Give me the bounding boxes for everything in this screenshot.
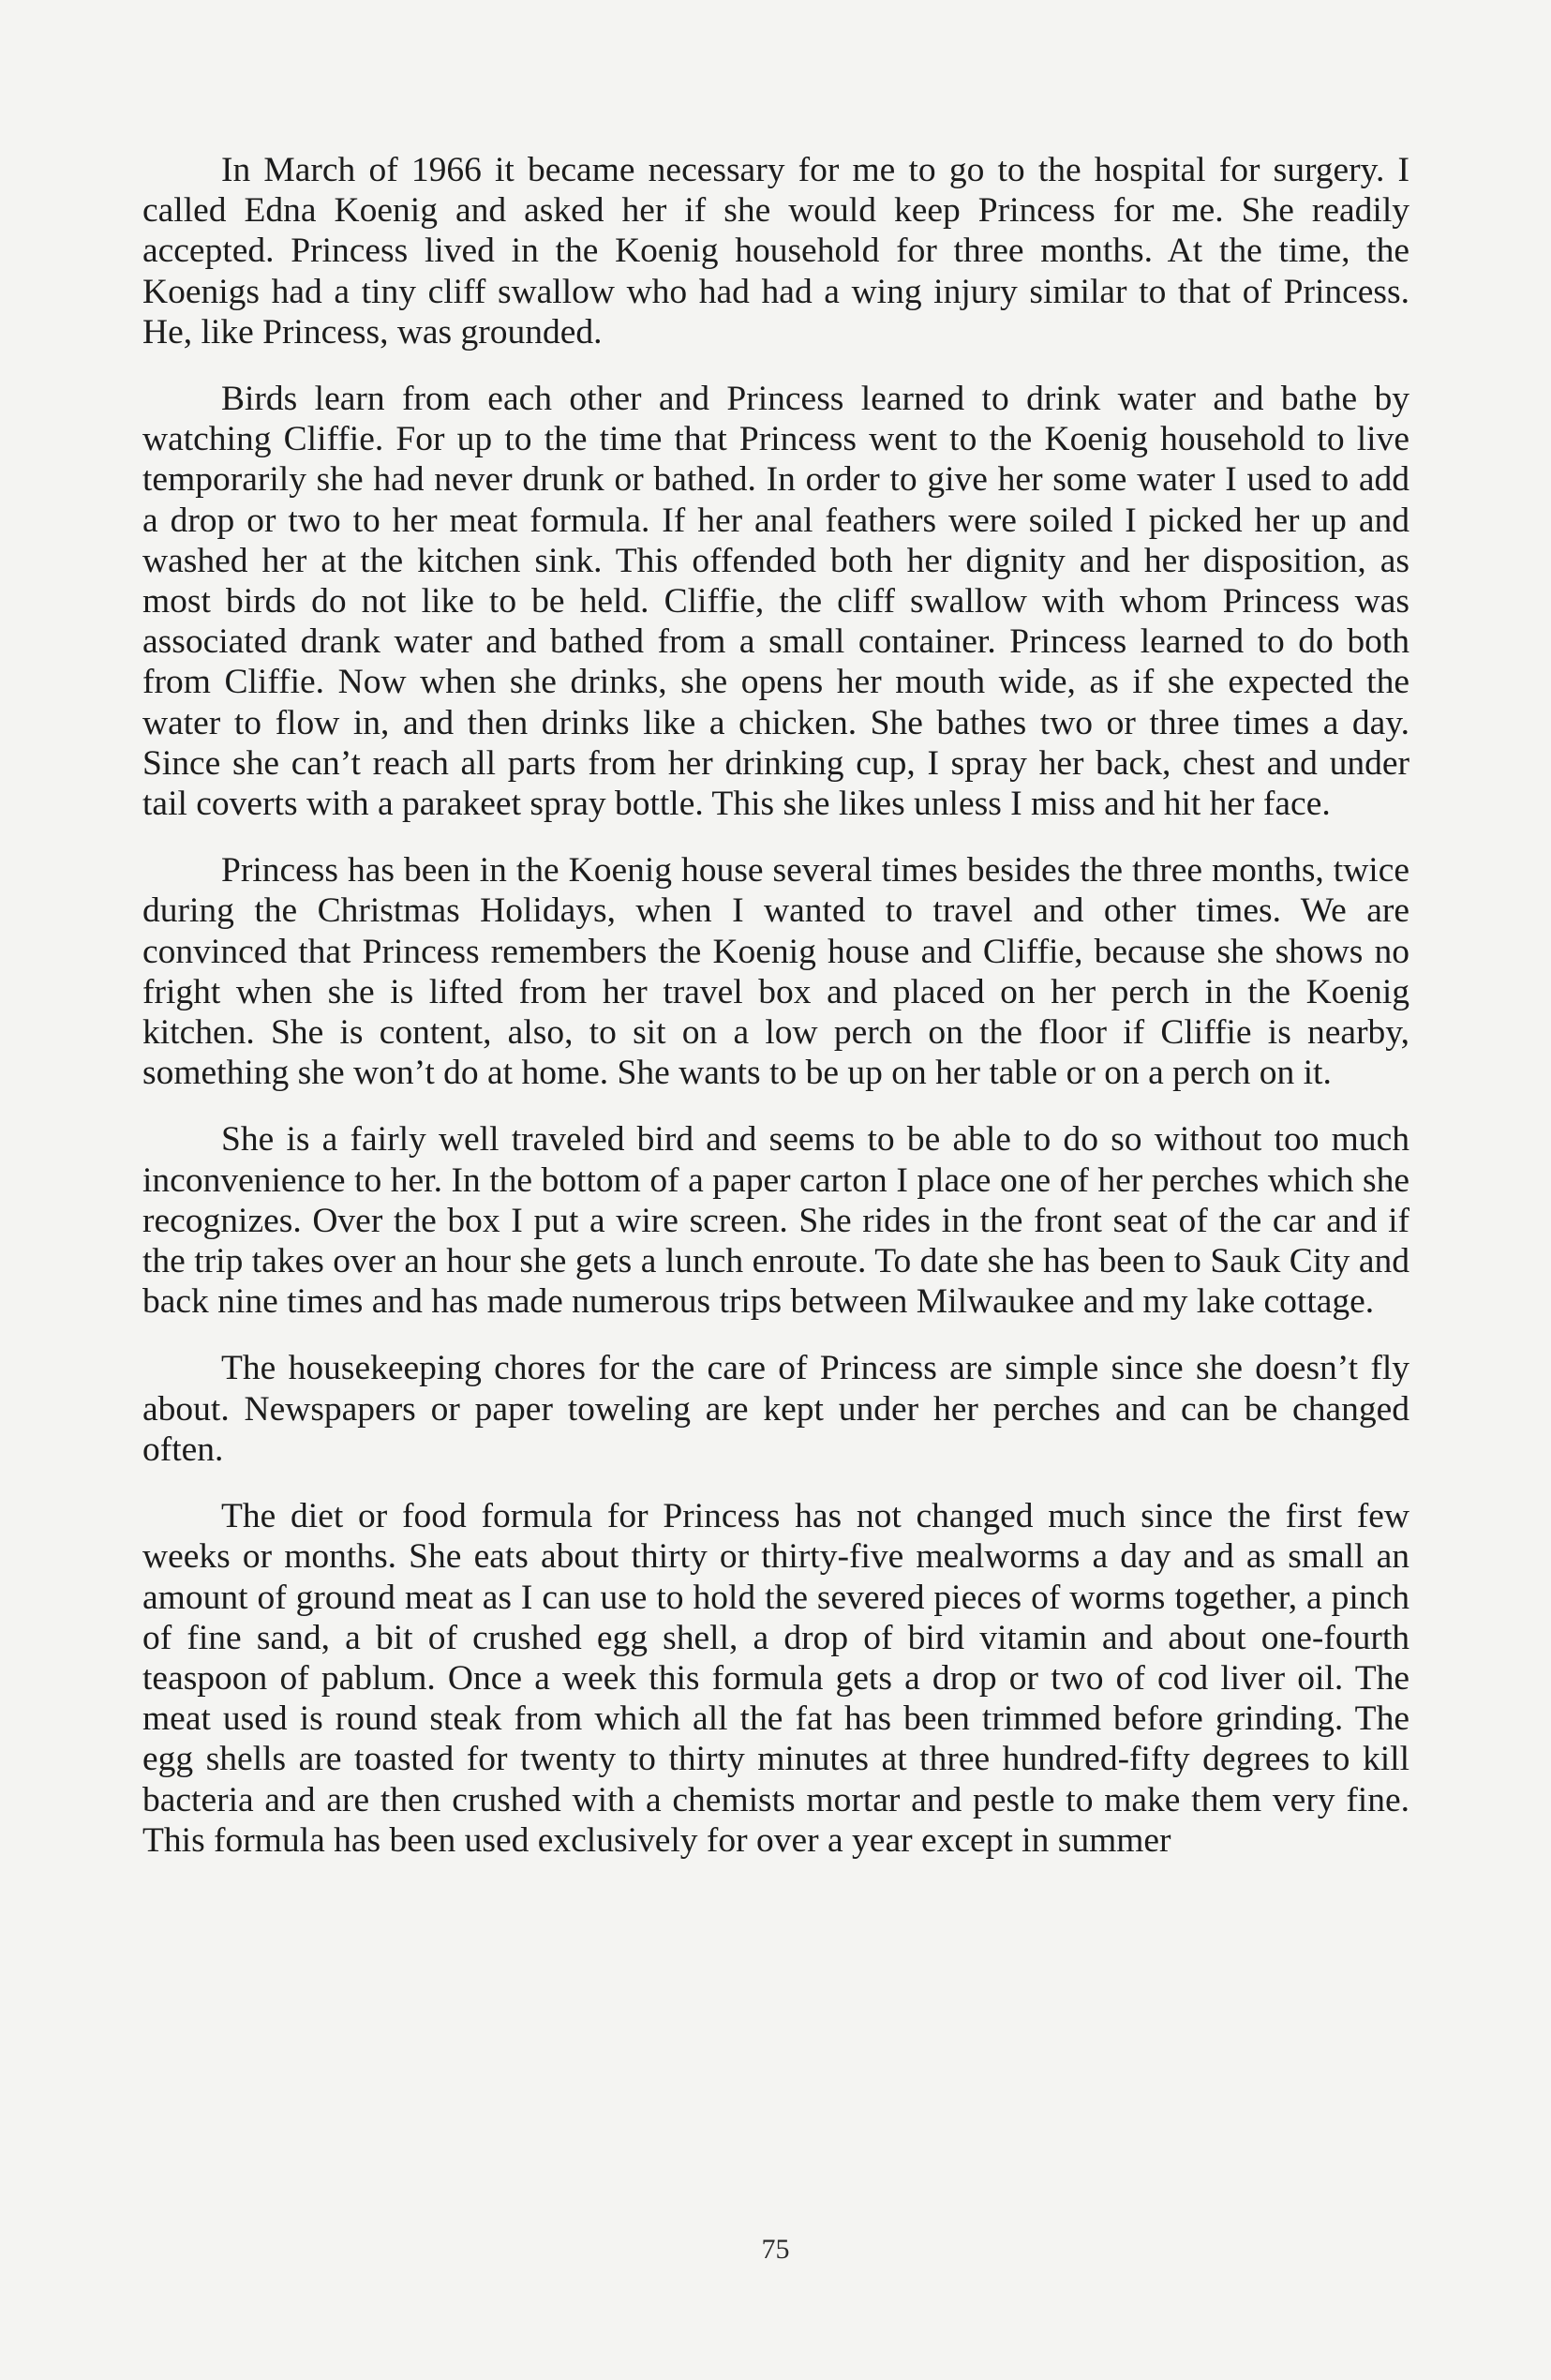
paragraph-diet: The diet or food formula for Princess has not changed much since the first few weeks or months. She eats about thirty or thirty-five mealworms a day and as small an amount of ground meat as I can use to hold the severed pieces of worms together, a pinch of fine sand, a bit of crushed egg shell, a drop of bird vitamin and about one-fourth teaspoon of pablum. Once a week this formula gets a drop or two of cod liver oil. The meat used is round steak from which all the fat has been trimmed before grinding. The egg shells are toasted for twenty to thirty minutes at three hundred-fifty degrees to kill bacteria and are then crushed with a chemists mortar and pestle to make them very fine. This formula has been used exclusively for over a year except in summer — [142, 1497, 1409, 1860]
paragraph-travel: She is a fairly well traveled bird and seems to be able to do so without too much inconvenience to her. In the bottom of a paper carton I place one of her perches which she recognizes. Over the box I put a wire screen. She rides in the front seat of the car and if the trip takes over an hour she gets a lunch enroute. To date she has been to Sauk City and back nine times and has made numerous trips between Milwaukee and my lake cottage. — [142, 1120, 1409, 1322]
paragraph-koenig-house: Princess has been in the Koenig house several times besides the three months, twice during the Christmas Holidays, when I wanted to travel and other times. We are convinced that Princess remembers the Koenig house and Cliffie, because she shows no fright when she is lifted from her travel box and placed on her perch in the Koenig kitchen. She is content, also, to sit on a low perch on the floor if Cliffie is nearby, something she won’t do at home. She wants to be up on her table or on a perch on it. — [142, 851, 1409, 1093]
paragraph-learning-from-cliffie: Birds learn from each other and Princess learned to drink water and bathe by watching Cliffie. For up to the time that Princess went to the Koenig household to live temporarily she had never drunk or bathed. In order to give her some water I used to add a drop or two to her meat formula. If her anal feathers were soiled I picked her up and washed her at the kitchen sink. This offended both her dignity and her disposition, as most birds do not like to be held. Cliffie, the cliff swallow with whom Princess was associated drank water and bathed from a small container. Princess learned to do both from Cliffie. Now when she drinks, she opens her mouth wide, as if she expected the water to flow in, and then drinks like a chicken. She bathes two or three times a day. Since she can’t reach all parts from her drinking cup, I spray her back, chest and under tail coverts with a parakeet spray bottle. This she likes unless I miss and hit her face. — [142, 380, 1409, 824]
paragraph-hospital: In March of 1966 it became necessary for me to go to the hospital for surgery. I called Edna Koenig and asked her if she would keep Princess for me. She readily accepted. Princess lived in the Koenig household for three months. At the time, the Koenigs had a tiny cliff swallow who had had a wing injury similar to that of Princess. He, like Princess, was grounded. — [142, 151, 1409, 352]
body-text — [142, 150, 1409, 1887]
page-number: 75 — [761, 2234, 790, 2265]
paragraph-housekeeping: The housekeeping chores for the care of Princess are simple since she doesn’t fly about. Newspapers or paper toweling are kept under her perches and can be changed often. — [142, 1349, 1409, 1469]
